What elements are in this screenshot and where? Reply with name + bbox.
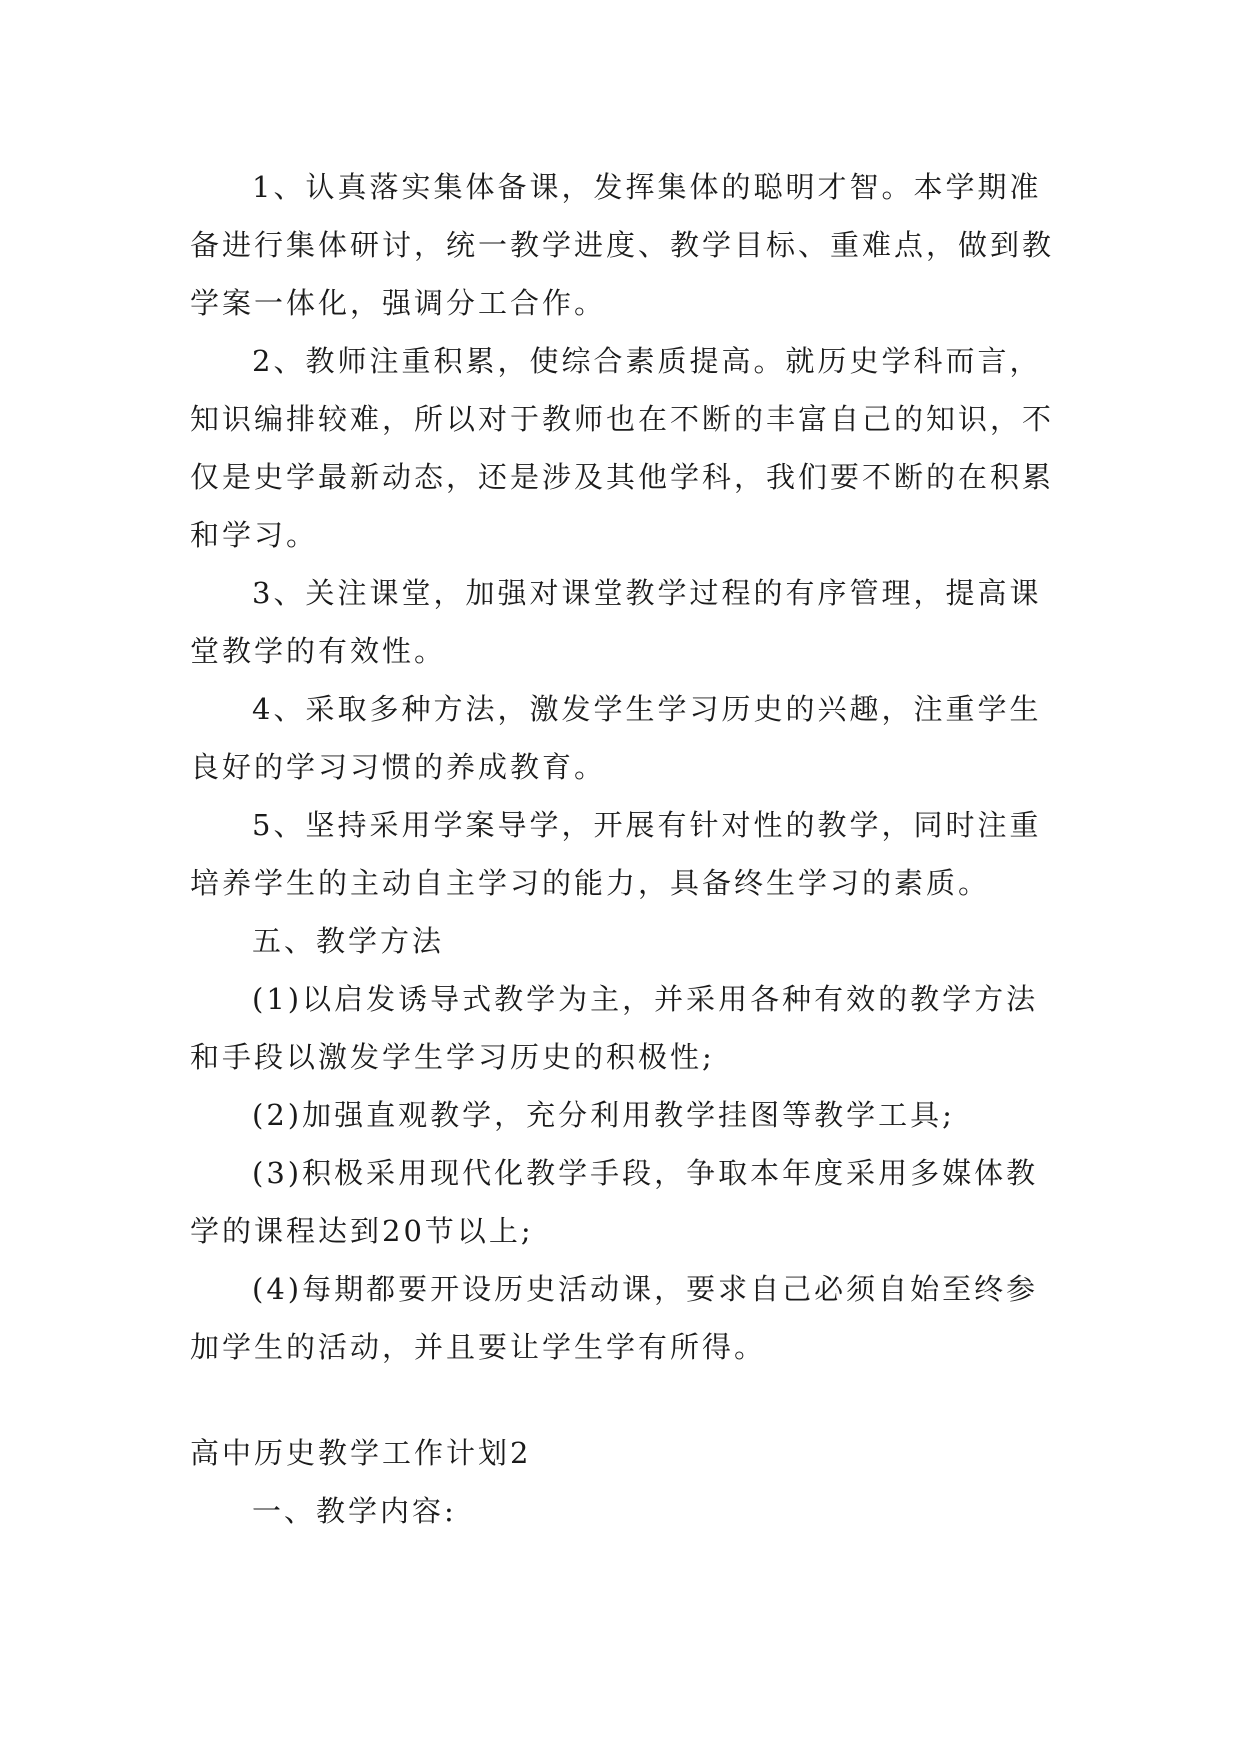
paragraph-4: 4、采取多种方法，激发学生学习历史的兴趣，注重学生良好的学习习惯的养成教育。 — [190, 692, 1042, 784]
method-item-2: (2)加强直观教学，充分利用教学挂图等教学工具; — [252, 1098, 955, 1132]
paragraph-3: 3、关注课堂，加强对课堂教学过程的有序管理，提高课堂教学的有效性。 — [190, 576, 1042, 668]
paragraph-2: 2、教师注重积累，使综合素质提高。就历史学科而言，知识编排较难，所以对于教师也在不断的丰富自己的知识，不仅是史学最新动态，还是涉及其他学科，我们要不断的在积累和学习。 — [190, 344, 1055, 552]
paragraph-5: 5、坚持采用学案导学，开展有针对性的教学，同时注重培养学生的主动自主学习的能力，具备终生学习的素质。 — [190, 808, 1042, 900]
method-item-3: (3)积极采用现代化教学手段，争取本年度采用多媒体教学的课程达到20节以上; — [190, 1156, 1039, 1248]
method-item-4: (4)每期都要开设历史活动课，要求自己必须自始至终参加学生的活动，并且要让学生学有所得。 — [190, 1272, 1039, 1364]
section-first-item: 一、教学内容: — [252, 1494, 457, 1528]
section-heading-methods: 五、教学方法 — [252, 924, 445, 958]
document-section-title: 高中历史教学工作计划2 — [190, 1436, 532, 1470]
paragraph-1: 1、认真落实集体备课，发挥集体的聪明才智。本学期准备进行集体研讨，统一教学进度、教学目标、重难点，做到教学案一体化，强调分工合作。 — [190, 170, 1055, 320]
method-item-1: (1)以启发诱导式教学为主，并采用各种有效的教学方法和手段以激发学生学习历史的积极性; — [190, 982, 1039, 1074]
